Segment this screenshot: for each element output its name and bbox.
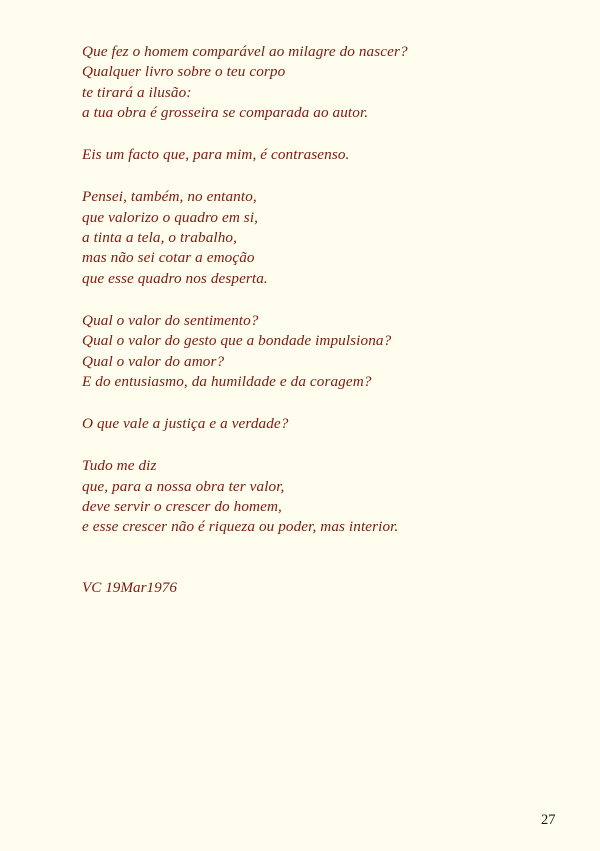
poem-line: mas não sei cotar a emoção <box>82 249 255 267</box>
poem-line: Qual o valor do amor? <box>82 352 225 370</box>
poem-stanza <box>82 414 552 434</box>
poem-stanza <box>82 42 552 123</box>
poem-signature: VC 19Mar1976 <box>82 579 177 596</box>
page-number: 27 <box>541 812 556 828</box>
poem-line: Eis um facto que, para mim, é contrasenso. <box>82 146 350 164</box>
poem-line: que, para a nossa obra ter valor, <box>82 477 285 495</box>
poem-stanza <box>82 456 552 537</box>
poem-stanza <box>82 311 552 392</box>
poem-line: que esse quadro nos desperta. <box>82 269 268 287</box>
poem-line: O que vale a justiça e a verdade? <box>82 415 289 433</box>
poem-line: te tirará a ilusão: <box>82 83 192 101</box>
poem-line: Que fez o homem comparável ao milagre do nascer? <box>82 43 408 60</box>
poem-line: que valorizo o quadro em si, <box>82 208 259 226</box>
poem-body <box>82 42 552 560</box>
poem-line: E do entusiasmo, da humildade e da coragem? <box>82 372 372 390</box>
poem-line: Tudo me diz <box>82 457 157 475</box>
poem-line: a tua obra é grosseira se comparada ao autor. <box>82 103 369 121</box>
poem-line: deve servir o crescer do homem, <box>82 498 282 516</box>
poem-line: Pensei, também, no entanto, <box>82 188 257 206</box>
poem-line: Qual o valor do sentimento? <box>82 311 259 329</box>
poem-line: a tinta a tela, o trabalho, <box>82 229 237 247</box>
poem-stanza <box>82 187 552 288</box>
poem-stanza <box>82 145 552 165</box>
poem-line: Qual o valor do gesto que a bondade impulsiona? <box>82 332 392 350</box>
poem-line: Qualquer livro sobre o teu corpo <box>82 63 286 81</box>
poem-line: e esse crescer não é riqueza ou poder, mas interior. <box>82 518 399 536</box>
